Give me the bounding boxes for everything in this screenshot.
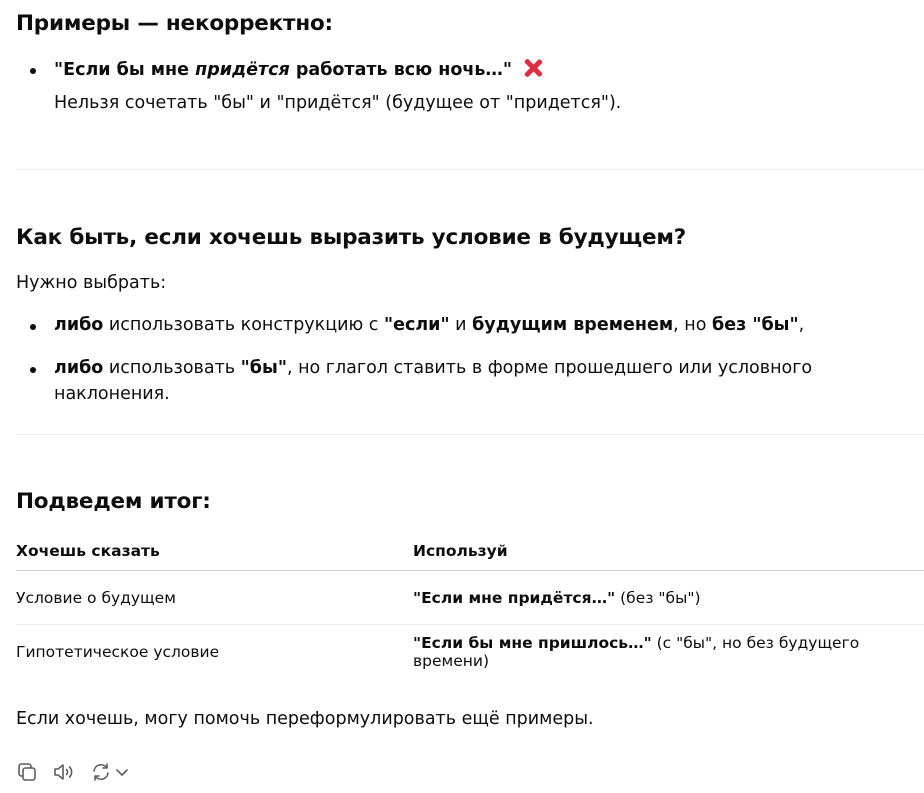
text: , но [673, 315, 712, 335]
heading-summary: Подведем итог: [16, 489, 211, 514]
bold-text: без "бы" [712, 315, 799, 335]
table-cell: Гипотетическое условие [16, 642, 220, 661]
incorrect-examples-list [16, 57, 916, 116]
example-line [54, 57, 916, 85]
regenerate-icon [90, 761, 112, 783]
text: использовать конструкцию с [103, 315, 384, 335]
divider [16, 169, 924, 170]
quote-italic-word: придётся [195, 60, 290, 80]
message-actions [16, 757, 144, 787]
read-aloud-button[interactable] [52, 757, 76, 787]
chevron-down-icon [114, 764, 130, 780]
list-item [16, 57, 916, 116]
table-cell [413, 571, 924, 625]
options-list [16, 313, 924, 425]
heading-incorrect-examples: Примеры — некорректно: [16, 11, 333, 36]
text: , но глагол ставить в форме прошедшего или условного наклонения. [54, 358, 813, 404]
list-item [16, 313, 924, 338]
example-explanation: Нельзя сочетать "бы" и "придётся" (будущее от "придется"). [54, 93, 622, 113]
table-header-row [16, 532, 924, 571]
closing-message: Если хочешь, могу помочь переформулировать ещё примеры. [16, 709, 594, 729]
speaker-icon [52, 761, 76, 783]
table-row [16, 571, 924, 625]
bold-text: либо [54, 358, 104, 379]
text: (с "бы", но без будущего времени) [413, 633, 860, 670]
how-intro: Нужно выбрать: [16, 273, 167, 293]
bold-text: либо [54, 315, 104, 335]
bold-text: "Если бы мне пришлось…" [413, 633, 652, 652]
bold-text: будущим временем [472, 315, 674, 335]
column-header: Хочешь сказать [16, 532, 413, 571]
text: (без "бы") [615, 588, 701, 607]
regenerate-button[interactable] [90, 757, 130, 787]
table-cell [413, 625, 924, 679]
list-item [16, 356, 924, 407]
text: , [798, 315, 805, 335]
bold-text: "бы" [240, 358, 287, 379]
example-quote [54, 60, 512, 80]
copy-button[interactable] [16, 757, 38, 787]
heading-how-to: Как быть, если хочешь выразить условие в будущем? [16, 225, 686, 250]
bold-text: "если" [384, 315, 450, 335]
summary-table [16, 532, 924, 678]
text: и [449, 315, 473, 335]
column-header: Используй [413, 532, 924, 571]
cross-mark-icon [522, 57, 544, 79]
bold-text: "Если мне придётся…" [413, 588, 616, 607]
divider [16, 434, 924, 435]
quote-end: работать всю ночь…" [289, 60, 513, 80]
table-row [16, 625, 924, 679]
copy-icon [16, 761, 38, 783]
table-cell: Условие о будущем [16, 571, 413, 625]
quote-start: "Если бы мне [54, 60, 196, 80]
text: использовать [103, 358, 241, 379]
